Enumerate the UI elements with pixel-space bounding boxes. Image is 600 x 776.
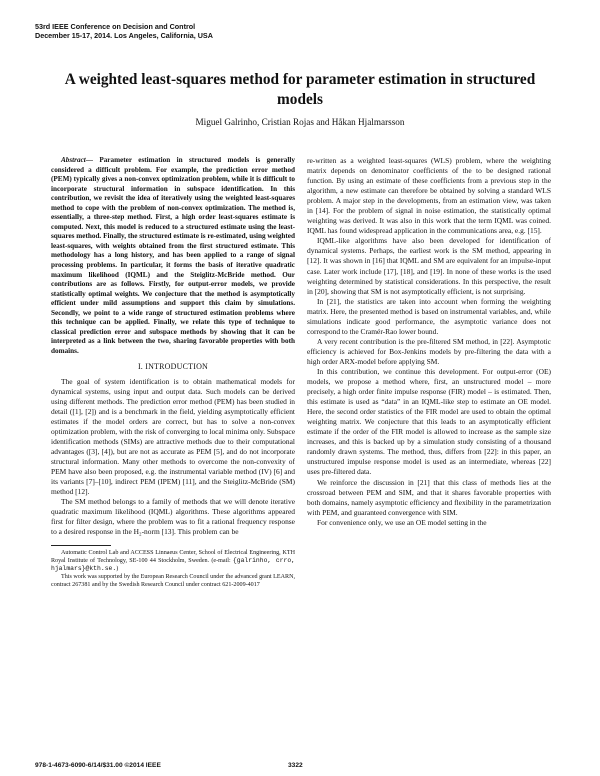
footnote-funding: This work was supported by the European Research Council under the advanced grant LEARN, contract 267381 and by the Swedish Research Council under contract 621-2009-4017 [51,574,295,589]
paragraph: For convenience only, we use an OE model setting in the [317,517,487,527]
paragraph: The SM method belongs to a family of methods that we will denote iterative quadratic maximum likelihood (IQML) algorithms. These algorithms appeared first for filter design, where the problem was to fit a rational frequency response to a desired response in the H₂-norm [13]. This problem can be [51,497,295,537]
paragraph: We reinforce the discussion in [21] that this class of methods lies at the crossroad between PEM and SIM, and that it shares favorable properties with both domains, namely asymptotic efficiency and flexibility in the parametrization with PEM, and guaranteed convergence with SIM. [307,477,551,517]
abstract [51,156,295,356]
paragraph: IQML-like algorithms have also been developed for identification of dynamical systems. Perhaps, the earliest work is the SM method, appearing in [12]. It was shown in [16] that IQML and SM are equivalent for an impulse-input case. Later work include [17], [18], and [19]. In none of these works is the used weighting determined by statistical considerations. In this perspective, the result in [20], showing that SM is not asymptotically efficient, is not surprising. [307,236,551,296]
footer-isbn: 978-1-4673-6090-6/14/$31.00 ©2014 IEEE [35,762,161,769]
footnote-email: {galrinho, crro, hjalmars}@kth.se. [51,557,295,573]
left-column [51,156,295,589]
page-number: 3322 [288,762,303,769]
paragraph: The goal of system identification is to obtain mathematical models for dynamical systems, using input and output data. Such models can be derived using different methods. The prediction error method (PEM) has been studied in detail ([1], [2]) and is a benchmark in the field, yielding asymptotically efficient estimates if the model orders are correct, but has to solve a non-convex optimization problem, with the risk of converging to local minima only. Subspace identification methods (SIMs) are attractive methods due to their computational advantages ([3], [4]), but are not as accurate as PEM [5], and do not incorporate structural information. Many other methods to overcome the non-convexity of PEM have also been proposed, e.g. the instrumental variable method (IV) [6] and its variants [7]–[10], indirect PEM (IPEM) [11], and the Steiglitz-McBride (SM) method [12]. [51,376,295,497]
section-heading-introduction: I. INTRODUCTION [137,362,209,372]
paragraph: re-written as a weighted least-squares (WLS) problem, where the weighting matrix depends on denominator coefficients of the to be designed rational function. By using an estimate of these coefficients from a previous step in the algorithm, a new estimate can therefore be obtained by solving a standard WLS problem. A major step in the developments, from an estimation view, was taken in [14]. For the problem of signal in noise estimation, the statistically optimal weighting was derived. It was also in this work that the term IQML was coined. IQML has found widespread application in the communications area, e.g. [15]. [307,156,551,236]
footnote-divider [51,545,111,546]
right-column [307,156,551,528]
footnote [51,549,295,589]
conference-date: December 15-17, 2014. Los Angeles, California, USA [35,31,213,40]
abstract-label: Abstract [61,156,86,164]
footnote-affiliation: Automatic Control Lab and ACCESS Linnaeus Center, School of Electrical Engineering, KTH Royal Institute of Technology, SE-100 44 Stockholm, Sweden. (e-mail: {galrinho, crro, hjalmars}@kth.se.) [51,550,295,573]
conference-header [35,22,213,40]
paragraph: In this contribution, we continue this development. For output-error (OE) models, we propose a method where, first, an unstructured model – more precisely, a high order finite impulse response (FIR) model – is estimated. Then, this estimate is used as “data” in an IQML-like step to estimate an OE model. Here, the second order statistics of the FIR model are used to obtain the optimal weighting matrix. We conjecture that this leads to an asymptotically efficient estimate if the order of the FIR model is allowed to increase as the sample size increases, and this is backed up by a simulation study consisting of a thousand randomly drawn systems. The method, thus, differs from [22]: in this paper, an unstructured impulse response model is used as an intermediate, whereas [22] uses pre-filtered data. [307,366,551,477]
paragraph: In [21], the statistics are taken into account when forming the weighting matrix. Here, the presented method is based on instrumental variables, and, while simulations indicate good performance, the asymptotic variance does not correspond to the Cramér-Rao lower bound. [307,296,551,336]
paper-authors: Miguel Galrinho, Cristian Rojas and Håkan Hjalmarsson [195,117,405,127]
abstract-text: — Parameter estimation in structured models is generally considered a difficult problem. For example, the prediction error method (PEM) typically gives a non-convex optimization problem, while it is difficult to incorporate structural information in subspace identification. In this contribution, we revisit the idea of iteratively using the weighted least-squares method to cope with the problem of non-convex optimization. The method is, essentially, a three-step method. First, a high order least-squares estimate is computed. Next, this model is reduced to a structured estimate using the least-squares method. Finally, the structured estimate is re-estimated, using weighted least-squares, with weights obtained from the first structured estimate. This methodology has a long history, and has been applied to a range of signal processing problems. In particular, it forms the basis of iterative quadratic maximum likelihood (IQML) and the Steiglitz-McBride method. Our contributions are as follows. Firstly, for output-error models, we provide statistically optimal weights. We conjecture that the method is asymptotically efficient under mild assumptions and support this claim by simulations. Secondly, we point to a wide range of structured estimation problems where this technique can be applied. Finally, we relate this type of technique to classical prediction error and subspace methods by showing that it can be interpreted as a link between the two, sharing favorable properties with both domains. [51,156,295,355]
paper-title: A weighted least-squares method for parameter estimation in structured models [64,71,536,108]
paragraph: A very recent contribution is the pre-filtered SM method, in [22]. Asymptotic efficiency is achieved for Box-Jenkins models by pre-filtering the data with a high order ARX-model before applying SM. [307,336,551,366]
conference-name: 53rd IEEE Conference on Decision and Control [35,22,196,31]
